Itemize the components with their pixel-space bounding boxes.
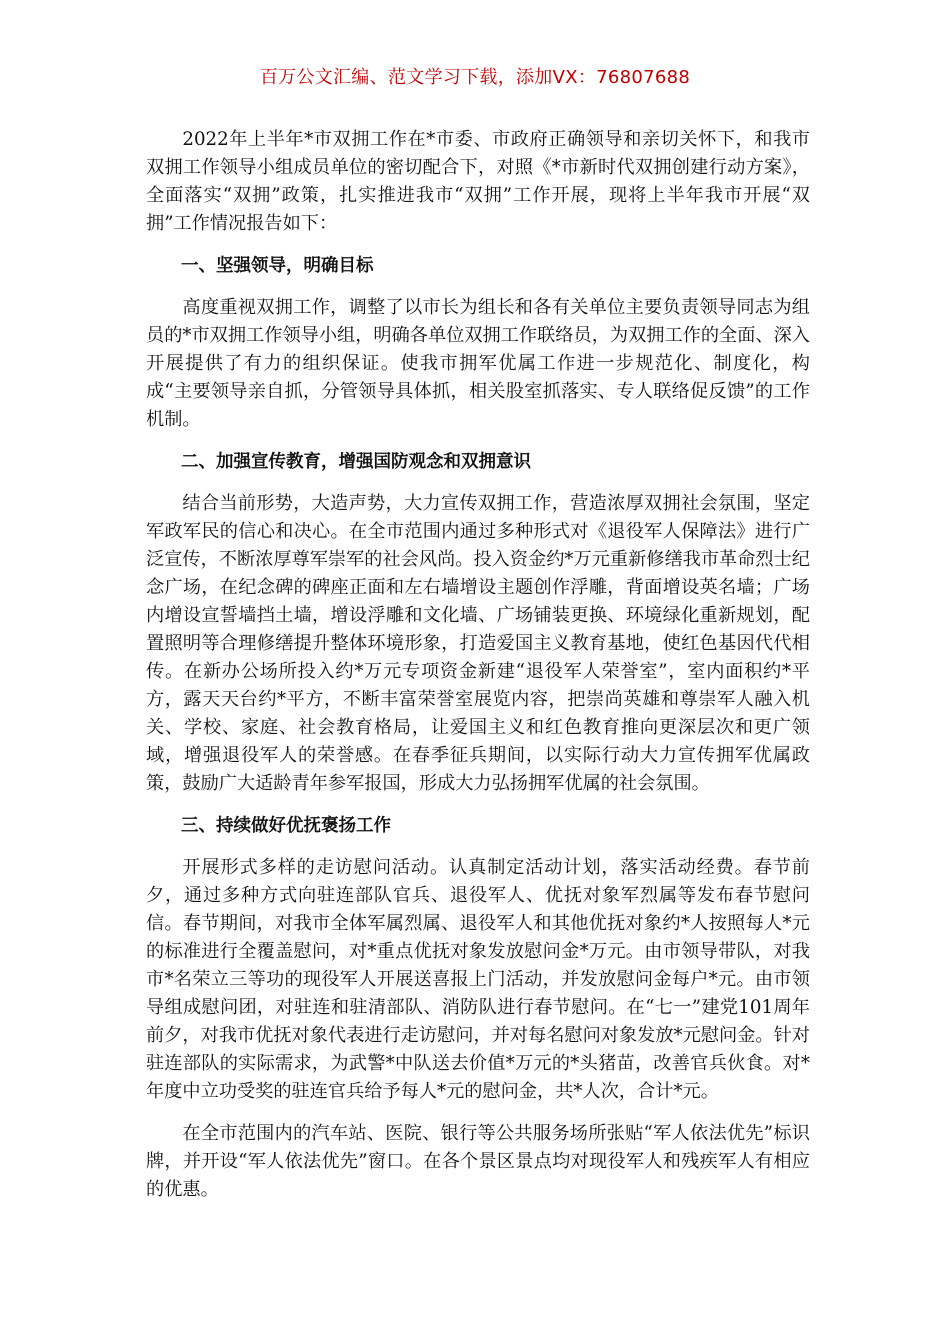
watermark-banner: 百万公文汇编、范文学习下载，添加VX：76807688 [259, 67, 691, 88]
section-paragraph: 在全市范围内的汽车站、医院、银行等公共服务场所张贴“军人依法优先”标识牌，并开设“军人依法优先”窗口。在各个景区景点均对现役军人和残疾军人有相应的优惠。 [146, 1123, 810, 1200]
intro-paragraph: 2022年上半年*市双拥工作在*市委、市政府正确领导和亲切关怀下，和我市双拥工作领导小组成员单位的密切配合下，对照《*市新时代双拥创建行动方案》，全面落实“双拥”政策，扎实推进我市“双拥”工作开展，现将上半年我市开展“双拥”工作情况报告如下： [146, 129, 810, 234]
section-care [146, 812, 810, 1204]
section-paragraph: 开展形式多样的走访慰问活动。认真制定活动计划，落实活动经费。春节前夕，通过多种方式向驻连部队官兵、退役军人、优抚对象军烈属等发布春节慰问信。春节期间，对我市全体军属烈属、退役军人和其他优抚对象约*人按照每人*元的标准进行全覆盖慰问，对*重点优抚对象发放慰问金*万元。由市领导带队，对我市*名荣立三等功的现役军人开展送喜报上门活动，并发放慰问金每户*元。由市领导组成慰问团，对驻连和驻清部队、消防队进行春节慰问。在“七一”建党101周年前夕，对我市优抚对象代表进行走访慰问，并对每名慰问对象发放*元慰问金。针对驻连部队的实际需求，为武警*中队送去价值*万元的*头猪苗，改善官兵伙食。对*年度中立功受奖的驻连官兵给予每人*元的慰问金，共*人次，合计*元。 [146, 857, 810, 1102]
section-paragraph: 结合当前形势，大造声势，大力宣传双拥工作，营造浓厚双拥社会氛围，坚定军政军民的信心和决心。在全市范围内通过多种形式对《退役军人保障法》进行广泛宣传，不断浓厚尊军崇军的社会风尚。投入资金约*万元重新修缮我市革命烈士纪念广场，在纪念碑的碑座正面和左右墙增设主题创作浮雕，背面增设英名墙；广场内增设宣誓墙挡土墙，增设浮雕和文化墙、广场铺装更换、环境绿化重新规划，配置照明等合理修缮提升整体环境形象，打造爱国主义教育基地，使红色基因代代相传。在新办公场所投入约*万元专项资金新建“退役军人荣誉室”，室内面积约*平方，露天天台约*平方，不断丰富荣誉室展览内容，把崇尚英雄和尊崇军人融入机关、学校、家庭、社会教育格局，让爱国主义和红色教育推向更深层次和更广领域，增强退役军人的荣誉感。在春季征兵期间，以实际行动大力宣传拥军优属政策，鼓励广大适龄青年参军报国，形成大力弘扬拥军优属的社会氛围。 [146, 493, 810, 794]
section-heading: 一、坚强领导，明确目标 [181, 256, 374, 276]
document-body [146, 126, 810, 1218]
section-heading: 二、加强宣传教育，增强国防观念和双拥意识 [181, 452, 531, 472]
section-paragraph: 高度重视双拥工作，调整了以市长为组长和各有关单位主要负责领导同志为组员的*市双拥工作领导小组，明确各单位双拥工作联络员，为双拥工作的全面、深入开展提供了有力的组织保证。使我市拥军优属工作进一步规范化、制度化，构成“主要领导亲自抓，分管领导具体抓，相关股室抓落实、专人联络促反馈”的工作机制。 [146, 297, 810, 430]
section-heading: 三、持续做好优抚褒扬工作 [181, 816, 391, 836]
section-leadership [146, 252, 810, 434]
section-publicity [146, 448, 810, 798]
